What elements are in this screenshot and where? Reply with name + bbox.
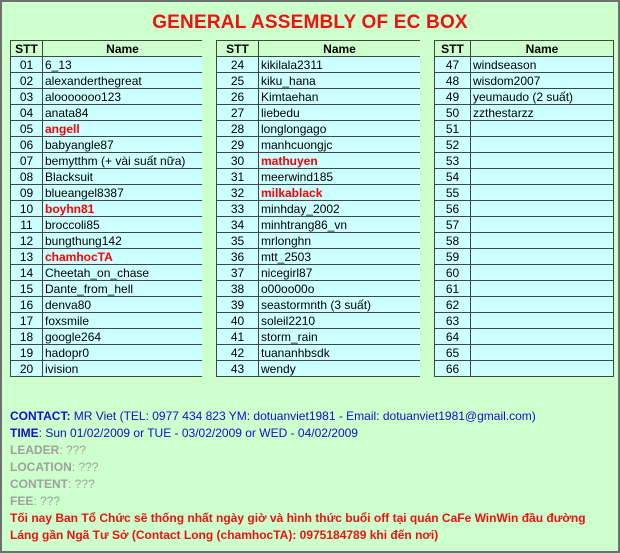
name-cell [471, 313, 614, 329]
table-row [435, 217, 614, 233]
table-row [11, 233, 203, 249]
announcement-note: Tối nay Ban Tổ Chức sẽ thống nhất ngày giờ và hình thức buổi off tại quán CaFe WinWin đầu đường Láng gần Ngã Tư Sở (Contact Long (chamhocTA): 0975184789 khi đến nơi) [10, 511, 586, 542]
stt-cell: 52 [435, 137, 471, 153]
table-row [435, 313, 614, 329]
column-gap [420, 40, 424, 397]
table-row [217, 57, 421, 73]
name-cell: Blacksuit [43, 169, 203, 185]
stt-cell: 10 [11, 201, 43, 217]
name-cell: babyangle87 [43, 137, 203, 153]
table-row [435, 233, 614, 249]
table-row [435, 169, 614, 185]
name-cell: meerwind185 [259, 169, 421, 185]
fee-line [10, 493, 610, 510]
name-cell: bungthung142 [43, 233, 203, 249]
stt-header: STT [11, 41, 43, 57]
stt-cell: 20 [11, 361, 43, 377]
location-value: : ??? [71, 460, 99, 474]
name-cell [471, 297, 614, 313]
stt-cell: 42 [217, 345, 259, 361]
table-row [217, 201, 421, 217]
stt-cell: 31 [217, 169, 259, 185]
stt-cell: 63 [435, 313, 471, 329]
table-row [217, 217, 421, 233]
leader-line [10, 442, 610, 459]
name-cell: Kimtaehan [259, 89, 421, 105]
stt-cell: 49 [435, 89, 471, 105]
name-cell: foxsmile [43, 313, 203, 329]
table-row [217, 281, 421, 297]
table-row [217, 297, 421, 313]
name-cell: boyhn81 [43, 201, 203, 217]
stt-cell: 36 [217, 249, 259, 265]
table-row [435, 265, 614, 281]
stt-cell: 56 [435, 201, 471, 217]
name-cell: kikilala2311 [259, 57, 421, 73]
name-cell [471, 153, 614, 169]
stt-cell: 66 [435, 361, 471, 377]
table-row [11, 265, 203, 281]
stt-cell: 16 [11, 297, 43, 313]
table-row [11, 89, 203, 105]
stt-cell: 59 [435, 249, 471, 265]
table-row [435, 185, 614, 201]
stt-header: STT [217, 41, 259, 57]
name-cell: manhcuongjc [259, 137, 421, 153]
stt-cell: 62 [435, 297, 471, 313]
name-cell: tuananhbsdk [259, 345, 421, 361]
table-row [435, 89, 614, 105]
name-cell: anata84 [43, 105, 203, 121]
name-cell: minhtrang86_vn [259, 217, 421, 233]
stt-cell: 14 [11, 265, 43, 281]
name-cell: wendy [259, 361, 421, 377]
stt-cell: 57 [435, 217, 471, 233]
table-row [11, 249, 203, 265]
name-cell [471, 217, 614, 233]
column-gap [202, 40, 206, 397]
stt-cell: 53 [435, 153, 471, 169]
table-row [217, 249, 421, 265]
contact-line [10, 408, 610, 425]
stt-cell: 40 [217, 313, 259, 329]
name-cell [471, 233, 614, 249]
table-row [11, 169, 203, 185]
stt-cell: 13 [11, 249, 43, 265]
stt-cell: 37 [217, 265, 259, 281]
name-cell: denva80 [43, 297, 203, 313]
name-cell: soleil2210 [259, 313, 421, 329]
location-line [10, 459, 610, 476]
page-title: GENERAL ASSEMBLY OF EC BOX [152, 12, 468, 33]
table-row [435, 361, 614, 377]
name-cell: yeumaudo (2 suất) [471, 89, 614, 105]
time-label: TIME [10, 426, 39, 440]
content-value: : ??? [68, 477, 95, 491]
table-row [435, 329, 614, 345]
table-row [11, 121, 203, 137]
table-row [11, 137, 203, 153]
stt-cell: 12 [11, 233, 43, 249]
stt-cell: 35 [217, 233, 259, 249]
stt-cell: 06 [11, 137, 43, 153]
stt-cell: 50 [435, 105, 471, 121]
stt-cell: 25 [217, 73, 259, 89]
stt-header: STT [435, 41, 471, 57]
table-row [11, 345, 203, 361]
stt-cell: 26 [217, 89, 259, 105]
stt-cell: 01 [11, 57, 43, 73]
stt-cell: 03 [11, 89, 43, 105]
name-cell: google264 [43, 329, 203, 345]
stt-cell: 07 [11, 153, 43, 169]
contact-label: CONTACT: [10, 409, 71, 423]
name-cell [471, 137, 614, 153]
table-row [435, 249, 614, 265]
leader-value: : ??? [59, 443, 87, 457]
table-row [11, 57, 203, 73]
table-row [11, 217, 203, 233]
name-header: Name [43, 41, 203, 57]
name-cell [471, 121, 614, 137]
stt-cell: 09 [11, 185, 43, 201]
name-cell: minhday_2002 [259, 201, 421, 217]
name-cell [471, 201, 614, 217]
table-row [435, 201, 614, 217]
stt-cell: 34 [217, 217, 259, 233]
name-cell: longlongago [259, 121, 421, 137]
name-cell: broccoli85 [43, 217, 203, 233]
stt-cell: 48 [435, 73, 471, 89]
name-cell [471, 249, 614, 265]
table-row [11, 361, 203, 377]
roster-table-1 [10, 40, 203, 377]
name-cell: windseason [471, 57, 614, 73]
table-row [11, 329, 203, 345]
name-cell [471, 345, 614, 361]
stt-cell: 43 [217, 361, 259, 377]
table-row [217, 265, 421, 281]
fee-label: FEE [10, 494, 34, 508]
stt-cell: 19 [11, 345, 43, 361]
stt-cell: 32 [217, 185, 259, 201]
name-cell [471, 329, 614, 345]
name-cell: 6_13 [43, 57, 203, 73]
stt-cell: 58 [435, 233, 471, 249]
name-cell: nicegirl87 [259, 265, 421, 281]
table-row [11, 313, 203, 329]
table-row [435, 153, 614, 169]
name-cell: mathuyen [259, 153, 421, 169]
stt-cell: 41 [217, 329, 259, 345]
fee-value: : ??? [33, 494, 61, 508]
name-cell [471, 185, 614, 201]
table-row [435, 297, 614, 313]
leader-label: LEADER [10, 443, 60, 457]
table-row [217, 345, 421, 361]
table-row [11, 153, 203, 169]
stt-cell: 54 [435, 169, 471, 185]
roster-table-3 [434, 40, 614, 377]
table-row [217, 169, 421, 185]
table-row [217, 361, 421, 377]
name-cell: o00oo00o [259, 281, 421, 297]
stt-cell: 15 [11, 281, 43, 297]
name-cell: zzthestarzz [471, 105, 614, 121]
name-cell [471, 169, 614, 185]
table-row [11, 105, 203, 121]
stt-cell: 24 [217, 57, 259, 73]
stt-cell: 27 [217, 105, 259, 121]
stt-cell: 11 [11, 217, 43, 233]
name-cell: wisdom2007 [471, 73, 614, 89]
table-row [435, 73, 614, 89]
stt-cell: 08 [11, 169, 43, 185]
content-label: CONTENT [10, 477, 68, 491]
table-row [435, 57, 614, 73]
stt-cell: 61 [435, 281, 471, 297]
name-cell: alooooooo123 [43, 89, 203, 105]
table-row [217, 329, 421, 345]
stt-cell: 39 [217, 297, 259, 313]
name-cell: kiku_hana [259, 73, 421, 89]
stt-cell: 65 [435, 345, 471, 361]
content-line [10, 476, 610, 493]
stt-cell: 60 [435, 265, 471, 281]
stt-cell: 30 [217, 153, 259, 169]
name-cell: alexanderthegreat [43, 73, 203, 89]
table-row [435, 345, 614, 361]
table-row [217, 121, 421, 137]
table-row [217, 313, 421, 329]
name-cell: blueangel8387 [43, 185, 203, 201]
name-cell [471, 361, 614, 377]
stt-cell: 04 [11, 105, 43, 121]
table-row [435, 105, 614, 121]
table-row [11, 185, 203, 201]
name-cell: storm_rain [259, 329, 421, 345]
name-cell [471, 281, 614, 297]
table-row [217, 105, 421, 121]
table-row [217, 73, 421, 89]
name-cell: ivision [43, 361, 203, 377]
table-row [11, 297, 203, 313]
stt-cell: 29 [217, 137, 259, 153]
name-cell: mrlonghn [259, 233, 421, 249]
table-row [11, 201, 203, 217]
table-row [435, 281, 614, 297]
name-header: Name [259, 41, 421, 57]
name-cell: mtt_2503 [259, 249, 421, 265]
table-row [217, 233, 421, 249]
name-cell [471, 265, 614, 281]
location-label: LOCATION [10, 460, 72, 474]
time-line [10, 425, 610, 442]
name-cell: angell [43, 121, 203, 137]
name-header: Name [471, 41, 614, 57]
name-cell: hadopr0 [43, 345, 203, 361]
stt-cell: 17 [11, 313, 43, 329]
table-row [217, 137, 421, 153]
name-cell: chamhocTA [43, 249, 203, 265]
name-cell: liebedu [259, 105, 421, 121]
stt-cell: 05 [11, 121, 43, 137]
table-row [217, 89, 421, 105]
table-row [435, 137, 614, 153]
name-cell: bemytthm (+ vài suất nữa) [43, 153, 203, 169]
stt-cell: 33 [217, 201, 259, 217]
table-row [217, 185, 421, 201]
stt-cell: 02 [11, 73, 43, 89]
stt-cell: 38 [217, 281, 259, 297]
stt-cell: 64 [435, 329, 471, 345]
name-cell: Dante_from_hell [43, 281, 203, 297]
event-info [10, 408, 610, 544]
contact-value: MR Viet (TEL: 0977 434 823 YM: dotuanviet1981 - Email: dotuanviet1981@gmail.com) [73, 409, 536, 423]
name-cell: seastormnth (3 suất) [259, 297, 421, 313]
stt-cell: 28 [217, 121, 259, 137]
stt-cell: 47 [435, 57, 471, 73]
table-row [11, 281, 203, 297]
name-cell: Cheetah_on_chase [43, 265, 203, 281]
stt-cell: 18 [11, 329, 43, 345]
table-row [217, 153, 421, 169]
stt-cell: 55 [435, 185, 471, 201]
stt-cell: 51 [435, 121, 471, 137]
name-cell: milkablack [259, 185, 421, 201]
table-row [11, 73, 203, 89]
time-value: : Sun 01/02/2009 or TUE - 03/02/2009 or WED - 04/02/2009 [38, 426, 358, 440]
table-row [435, 121, 614, 137]
roster-table-2 [216, 40, 421, 377]
